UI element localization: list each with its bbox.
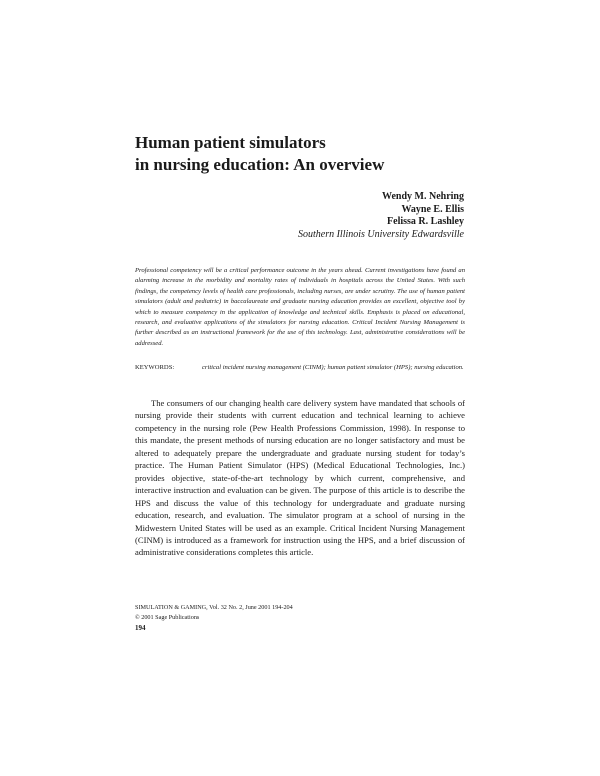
author-affiliation: Southern Illinois University Edwardsville	[297, 228, 464, 240]
page-footer	[135, 603, 293, 634]
keywords	[135, 363, 465, 373]
title-line-1: Human patient simulators	[135, 133, 326, 152]
keywords-text: critical incident nursing management (CINM); human patient simulator (HPS); nursing education.	[202, 364, 464, 371]
body-paragraph: The consumers of our changing health care delivery system have mandated that schools of nursing provide their students with current education and technical learning to achieve competency in the nursing role (Pew Health Professions Commission, 1998). In response to this mandate, the present methods of nursing education are no longer satisfactory and must be altered to adequately prepare the undergraduate and graduate nursing student for today’s practice. The Human Patient Simulator (HPS) (Medical Educational Technologies, Inc.) provides objective, state-of-the-art technology by which current, comprehensive, and interactive instruction and evaluation can be given. The purpose of this article is to describe the HPS and discuss the value of this technology for undergraduate and graduate nursing education, research, and evaluation. The simulator program at a school of nursing in the Midwestern United States will be used as an example. Critical Incident Nursing Management (CINM) is introduced as a framework for instruction using the HPS, and a brief discussion of administrative considerations completes this article.	[135, 398, 465, 558]
abstract: Professional competency will be a critical performance outcome in the years ahead. Current investigations have found an alarming increase in the morbidity and mortality rates of individuals in hospitals across the United States. With such findings, the competency levels of health care professionals, including nurses, are under scrutiny. The use of human patient simulators (adult and pediatric) in baccalaureate and graduate nursing education provides an excellent, objective tool by which to measure competency in the application of knowledge and technical skills. Emphasis is placed on educational, research, and evaluative applications of the simulators for nursing education. Critical Incident Nursing Management is further described as an instructional framework for the use of this technology. Last, administrative considerations will be addressed.	[135, 267, 465, 347]
page-number: 194	[135, 624, 146, 633]
journal-citation: SIMULATION & GAMING, Vol. 32 No. 2, June 2001 194-204	[135, 604, 293, 611]
article-title	[135, 132, 495, 176]
keywords-label: KEYWORDS:	[135, 364, 175, 371]
author-name: Wayne E. Ellis	[401, 203, 464, 215]
title-line-2: in nursing education: An overview	[135, 155, 385, 174]
author-block	[298, 191, 464, 241]
author-name: Wendy M. Nehring	[382, 191, 464, 202]
author-name: Felissa R. Lashley	[387, 216, 464, 227]
copyright-notice: © 2001 Sage Publications	[135, 613, 200, 621]
